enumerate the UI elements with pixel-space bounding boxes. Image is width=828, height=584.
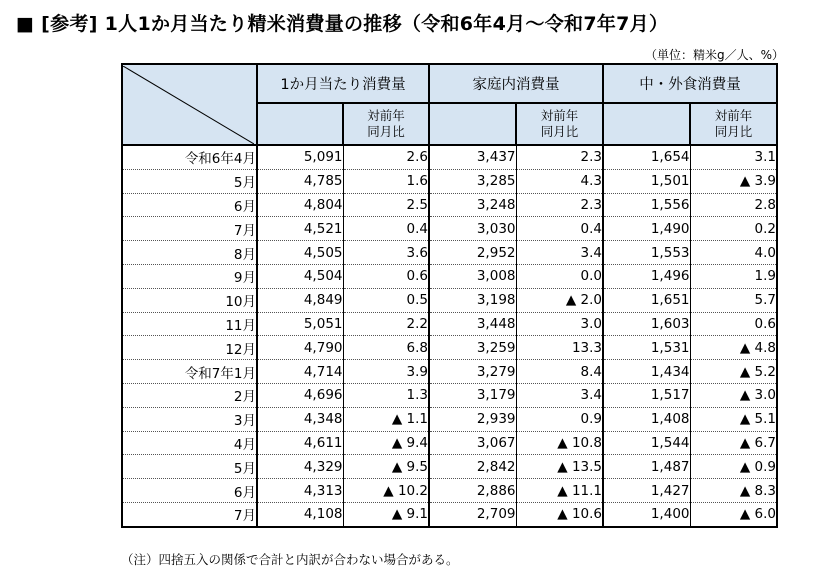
- out-value-cell: 1,487: [603, 455, 690, 479]
- corner-diagonal-line: [123, 66, 254, 144]
- period-cell: 5月: [122, 169, 257, 193]
- out-yoy-cell: ▲ 0.9: [690, 455, 777, 479]
- out-value-cell: 1,501: [603, 169, 690, 193]
- period-cell: 3月: [122, 407, 257, 431]
- home-value-cell: 2,709: [429, 502, 516, 526]
- period-cell: 7月: [122, 217, 257, 241]
- total-value-cell: 4,785: [257, 169, 343, 193]
- rice-consumption-table: [121, 63, 778, 528]
- period-cell: 5月: [122, 455, 257, 479]
- out-yoy-cell: ▲ 4.8: [690, 336, 777, 360]
- table-row: [122, 431, 777, 455]
- total-value-cell: 4,849: [257, 288, 343, 312]
- out-value-cell: 1,427: [603, 479, 690, 503]
- total-value-cell: 4,611: [257, 431, 343, 455]
- out-value-cell: 1,544: [603, 431, 690, 455]
- home-yoy-cell: 3.4: [516, 241, 603, 265]
- out-value-cell: 1,603: [603, 312, 690, 336]
- total-yoy-cell: ▲ 1.1: [343, 407, 429, 431]
- total-yoy-cell: 3.9: [343, 360, 429, 384]
- total-value-cell: 4,313: [257, 479, 343, 503]
- out-value-cell: 1,408: [603, 407, 690, 431]
- period-cell: 4月: [122, 431, 257, 455]
- out-yoy-cell: 0.2: [690, 217, 777, 241]
- period-cell: 令和6年4月: [122, 145, 257, 169]
- out-yoy-cell: ▲ 5.1: [690, 407, 777, 431]
- out-value-cell: 1,434: [603, 360, 690, 384]
- home-value-cell: 3,279: [429, 360, 516, 384]
- footnote: （注）四捨五入の関係で合計と内訳が合わない場合がある。: [121, 552, 459, 567]
- total-yoy-cell: 1.6: [343, 169, 429, 193]
- total-value-cell: 4,348: [257, 407, 343, 431]
- home-yoy-cell: 2.3: [516, 193, 603, 217]
- header-corner-cell: [122, 64, 257, 145]
- out-yoy-cell: ▲ 3.9: [690, 169, 777, 193]
- out-yoy-cell: ▲ 6.0: [690, 502, 777, 526]
- home-yoy-cell: ▲ 10.6: [516, 502, 603, 526]
- table-row: [122, 360, 777, 384]
- period-cell: 8月: [122, 241, 257, 265]
- total-yoy-cell: 0.4: [343, 217, 429, 241]
- total-yoy-cell: 6.8: [343, 336, 429, 360]
- subheader-total-yoy: 対前年 同月比: [343, 103, 429, 145]
- home-value-cell: 3,179: [429, 383, 516, 407]
- header-total-consumption: 1か月当たり消費量: [257, 64, 429, 103]
- home-value-cell: 2,842: [429, 455, 516, 479]
- out-value-cell: 1,654: [603, 145, 690, 169]
- home-value-cell: 3,008: [429, 264, 516, 288]
- out-value-cell: 1,553: [603, 241, 690, 265]
- out-value-cell: 1,531: [603, 336, 690, 360]
- out-yoy-cell: ▲ 8.3: [690, 479, 777, 503]
- total-yoy-cell: ▲ 10.2: [343, 479, 429, 503]
- total-yoy-cell: 0.5: [343, 288, 429, 312]
- out-yoy-cell: ▲ 5.2: [690, 360, 777, 384]
- out-value-cell: 1,490: [603, 217, 690, 241]
- out-yoy-cell: 4.0: [690, 241, 777, 265]
- subheader-out-yoy: 対前年 同月比: [690, 103, 777, 145]
- total-yoy-cell: 3.6: [343, 241, 429, 265]
- period-cell: 2月: [122, 383, 257, 407]
- home-yoy-cell: 8.4: [516, 360, 603, 384]
- home-value-cell: 3,067: [429, 431, 516, 455]
- home-yoy-cell: ▲ 2.0: [516, 288, 603, 312]
- home-value-cell: 3,448: [429, 312, 516, 336]
- subheader-home-yoy: 対前年 同月比: [516, 103, 603, 145]
- home-yoy-cell: ▲ 10.8: [516, 431, 603, 455]
- page-title: ■ [参考] 1人1か月当たり精米消費量の推移（令和6年4月～令和7年7月）: [16, 13, 669, 35]
- home-value-cell: 3,259: [429, 336, 516, 360]
- total-yoy-cell: 2.5: [343, 193, 429, 217]
- out-value-cell: 1,556: [603, 193, 690, 217]
- table-row: [122, 383, 777, 407]
- total-value-cell: 4,108: [257, 502, 343, 526]
- home-value-cell: 3,285: [429, 169, 516, 193]
- subheader-blank: [429, 103, 516, 145]
- total-yoy-cell: 0.6: [343, 264, 429, 288]
- total-value-cell: 4,696: [257, 383, 343, 407]
- total-value-cell: 5,091: [257, 145, 343, 169]
- out-yoy-cell: 3.1: [690, 145, 777, 169]
- home-yoy-cell: ▲ 11.1: [516, 479, 603, 503]
- header-out-consumption: 中・外食消費量: [603, 64, 777, 103]
- total-value-cell: 4,504: [257, 264, 343, 288]
- table-row: [122, 502, 777, 526]
- total-value-cell: 4,329: [257, 455, 343, 479]
- home-yoy-cell: 3.4: [516, 383, 603, 407]
- table-row: [122, 264, 777, 288]
- subheader-blank: [603, 103, 690, 145]
- home-yoy-cell: 4.3: [516, 169, 603, 193]
- header-home-consumption: 家庭内消費量: [429, 64, 603, 103]
- out-yoy-cell: 1.9: [690, 264, 777, 288]
- home-yoy-cell: 0.0: [516, 264, 603, 288]
- out-yoy-cell: ▲ 6.7: [690, 431, 777, 455]
- table-row: [122, 407, 777, 431]
- out-value-cell: 1,517: [603, 383, 690, 407]
- home-yoy-cell: 0.4: [516, 217, 603, 241]
- home-value-cell: 2,886: [429, 479, 516, 503]
- out-yoy-cell: 2.8: [690, 193, 777, 217]
- home-yoy-cell: 0.9: [516, 407, 603, 431]
- home-value-cell: 2,939: [429, 407, 516, 431]
- period-cell: 令和7年1月: [122, 360, 257, 384]
- total-yoy-cell: 2.2: [343, 312, 429, 336]
- total-value-cell: 4,804: [257, 193, 343, 217]
- out-value-cell: 1,400: [603, 502, 690, 526]
- total-yoy-cell: ▲ 9.1: [343, 502, 429, 526]
- table-row: [122, 145, 777, 169]
- home-yoy-cell: 13.3: [516, 336, 603, 360]
- table-row: [122, 241, 777, 265]
- out-yoy-cell: 5.7: [690, 288, 777, 312]
- home-value-cell: 3,437: [429, 145, 516, 169]
- home-value-cell: 3,248: [429, 193, 516, 217]
- total-yoy-cell: ▲ 9.4: [343, 431, 429, 455]
- total-yoy-cell: 1.3: [343, 383, 429, 407]
- table-row: [122, 336, 777, 360]
- home-value-cell: 2,952: [429, 241, 516, 265]
- table-row: [122, 455, 777, 479]
- total-value-cell: 4,505: [257, 241, 343, 265]
- total-yoy-cell: 2.6: [343, 145, 429, 169]
- home-yoy-cell: 2.3: [516, 145, 603, 169]
- total-yoy-cell: ▲ 9.5: [343, 455, 429, 479]
- home-value-cell: 3,198: [429, 288, 516, 312]
- unit-label: （単位：精米g／人、%）: [644, 48, 784, 62]
- subheader-blank: [257, 103, 343, 145]
- total-value-cell: 4,790: [257, 336, 343, 360]
- home-yoy-cell: 3.0: [516, 312, 603, 336]
- total-value-cell: 4,521: [257, 217, 343, 241]
- period-cell: 7月: [122, 502, 257, 526]
- out-value-cell: 1,651: [603, 288, 690, 312]
- total-value-cell: 5,051: [257, 312, 343, 336]
- table-row: [122, 479, 777, 503]
- period-cell: 12月: [122, 336, 257, 360]
- home-value-cell: 3,030: [429, 217, 516, 241]
- period-cell: 6月: [122, 479, 257, 503]
- total-value-cell: 4,714: [257, 360, 343, 384]
- out-yoy-cell: 0.6: [690, 312, 777, 336]
- table-row: [122, 193, 777, 217]
- period-cell: 9月: [122, 264, 257, 288]
- table-row: [122, 288, 777, 312]
- home-yoy-cell: ▲ 13.5: [516, 455, 603, 479]
- table-row: [122, 169, 777, 193]
- period-cell: 6月: [122, 193, 257, 217]
- table-row: [122, 217, 777, 241]
- period-cell: 10月: [122, 288, 257, 312]
- out-yoy-cell: ▲ 3.0: [690, 383, 777, 407]
- out-value-cell: 1,496: [603, 264, 690, 288]
- period-cell: 11月: [122, 312, 257, 336]
- table-row: [122, 312, 777, 336]
